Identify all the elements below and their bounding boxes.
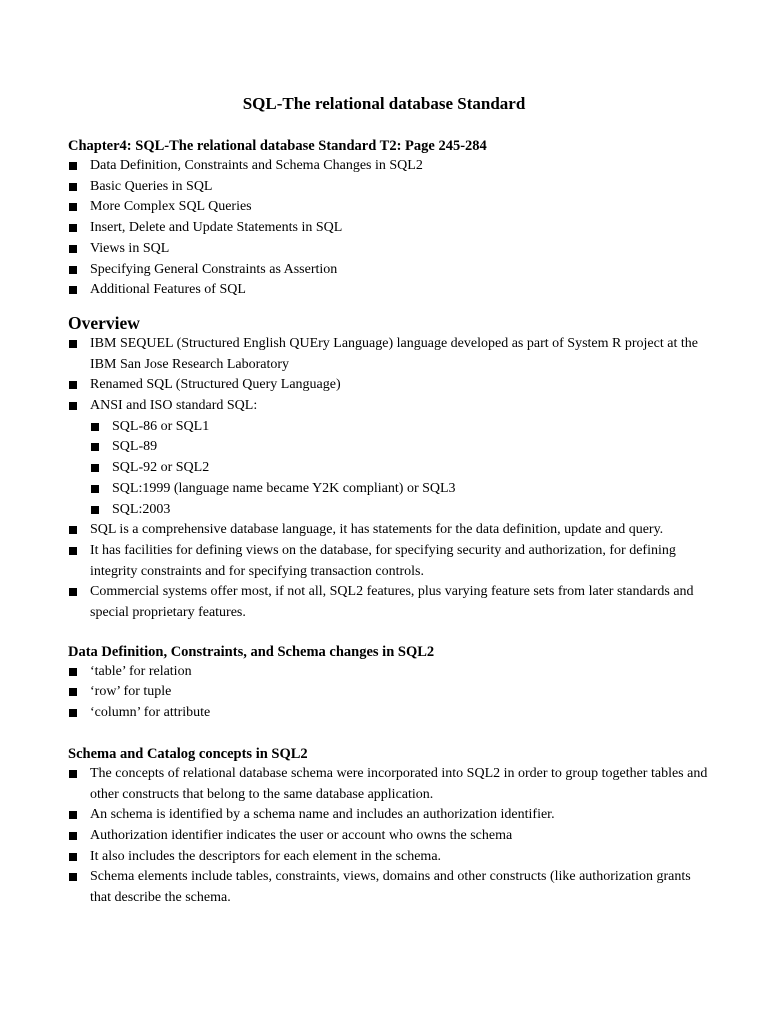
- list-item-text: It also includes the descriptors for each element in the schema.: [90, 848, 442, 864]
- square-bullet-icon: [69, 547, 77, 555]
- square-bullet-icon: [69, 770, 77, 778]
- square-bullet-icon: [69, 340, 77, 348]
- list-item: [68, 826, 708, 847]
- list-item: [68, 805, 708, 826]
- square-bullet-icon: [69, 183, 77, 191]
- square-bullet-icon: [91, 485, 99, 493]
- list-item-text: SQL:2003: [112, 501, 171, 517]
- list-item-text: An schema is identified by a schema name and includes an authorization identifier.: [90, 807, 555, 823]
- list-item: [68, 520, 708, 541]
- data-definition-section: [68, 642, 708, 724]
- list-item: [68, 541, 708, 582]
- list-item: [68, 662, 708, 683]
- schema-catalog-heading: Schema and Catalog concepts in SQL2: [68, 745, 308, 762]
- list-item-text: Additional Features of SQL: [90, 282, 246, 298]
- list-item-text: Renamed SQL (Structured Query Language): [90, 377, 341, 393]
- list-item: [90, 479, 708, 500]
- square-bullet-icon: [69, 286, 77, 294]
- list-item-text: Views in SQL: [90, 240, 170, 256]
- list-item-text: SQL is a comprehensive database language, it has statements for the data definition, update and query.: [90, 522, 664, 538]
- list-item-text: SQL-89: [112, 439, 158, 455]
- list-item: [68, 682, 708, 703]
- list-item: [68, 582, 708, 623]
- list-item-text: ‘table’ for relation: [90, 663, 192, 679]
- list-item: [90, 417, 708, 438]
- square-bullet-icon: [91, 443, 99, 451]
- square-bullet-icon: [69, 402, 77, 410]
- list-item: [68, 764, 708, 805]
- list-item: [68, 847, 708, 868]
- square-bullet-icon: [69, 811, 77, 819]
- square-bullet-icon: [69, 853, 77, 861]
- list-item: [68, 280, 708, 301]
- list-item: [68, 218, 708, 239]
- overview-section: [68, 312, 708, 624]
- list-item-text: Commercial systems offer most, if not all, SQL2 features, plus varying feature sets from later standards and special proprietary features.: [90, 584, 694, 621]
- list-item-text: Authorization identifier indicates the user or account who owns the schema: [90, 827, 513, 843]
- list-item-text: SQL-92 or SQL2: [112, 460, 210, 476]
- list-item: [68, 703, 708, 724]
- square-bullet-icon: [69, 266, 77, 274]
- list-item-text: SQL:1999 (language name became Y2K compliant) or SQL3: [112, 480, 456, 496]
- square-bullet-icon: [91, 506, 99, 514]
- square-bullet-icon: [69, 203, 77, 211]
- square-bullet-icon: [69, 688, 77, 696]
- list-item: [90, 458, 708, 479]
- square-bullet-icon: [91, 423, 99, 431]
- list-item-text: It has facilities for defining views on the database, for specifying security and authorization, for defining integrity constraints and for specifying transaction controls.: [90, 542, 676, 579]
- square-bullet-icon: [69, 873, 77, 881]
- chapter-heading: Chapter4: SQL-The relational database Standard T2: Page 245-284: [68, 138, 487, 154]
- schema-catalog-section: [68, 744, 708, 909]
- list-item: [68, 197, 708, 218]
- list-item: [68, 375, 708, 396]
- list-item-text: ANSI and ISO standard SQL:: [90, 398, 258, 414]
- data-definition-heading: Data Definition, Constraints, and Schema changes in SQL2: [68, 643, 435, 660]
- standards-sublist: [90, 417, 708, 521]
- square-bullet-icon: [69, 588, 77, 596]
- chapter-list: [68, 156, 708, 301]
- list-item-text: SQL-86 or SQL1: [112, 418, 210, 434]
- data-definition-list: [68, 662, 708, 724]
- square-bullet-icon: [69, 709, 77, 717]
- list-item: [68, 156, 708, 177]
- square-bullet-icon: [69, 245, 77, 253]
- list-item-text: ‘column’ for attribute: [90, 705, 211, 721]
- square-bullet-icon: [91, 464, 99, 472]
- list-item: [90, 437, 708, 458]
- list-item: [68, 396, 708, 417]
- square-bullet-icon: [69, 668, 77, 676]
- square-bullet-icon: [69, 381, 77, 389]
- overview-list-continued: [68, 520, 708, 624]
- document-body: [68, 136, 708, 909]
- list-item: [68, 177, 708, 198]
- list-item-text: Schema elements include tables, constraints, views, domains and other constructs (like authorization grants that describe the schema.: [90, 869, 691, 906]
- square-bullet-icon: [69, 526, 77, 534]
- square-bullet-icon: [69, 162, 77, 170]
- square-bullet-icon: [69, 224, 77, 232]
- list-item-text: Specifying General Constraints as Assertion: [90, 261, 338, 277]
- list-item: [68, 867, 708, 908]
- overview-list: [68, 334, 708, 417]
- list-item: [90, 500, 708, 521]
- list-item: [68, 334, 708, 375]
- list-item-text: Basic Queries in SQL: [90, 178, 213, 194]
- list-item: [68, 239, 708, 260]
- list-item-text: ‘row’ for tuple: [90, 684, 172, 700]
- list-item-text: Data Definition, Constraints and Schema Changes in SQL2: [90, 158, 423, 173]
- overview-heading: Overview: [68, 312, 140, 333]
- chapter-section: [68, 136, 708, 301]
- list-item-text: More Complex SQL Queries: [90, 199, 252, 215]
- document-title: SQL-The relational database Standard: [242, 94, 526, 113]
- list-item: [68, 260, 708, 281]
- list-item-text: IBM SEQUEL (Structured English QUEry Language) language developed as part of System R project at the IBM San Jose Research Laboratory: [90, 335, 698, 372]
- schema-catalog-list: [68, 764, 708, 909]
- square-bullet-icon: [69, 832, 77, 840]
- list-item-text: Insert, Delete and Update Statements in SQL: [90, 220, 343, 236]
- list-item-text: The concepts of relational database schema were incorporated into SQL2 in order to group together tables and other constructs that belong to the same database application.: [90, 765, 708, 802]
